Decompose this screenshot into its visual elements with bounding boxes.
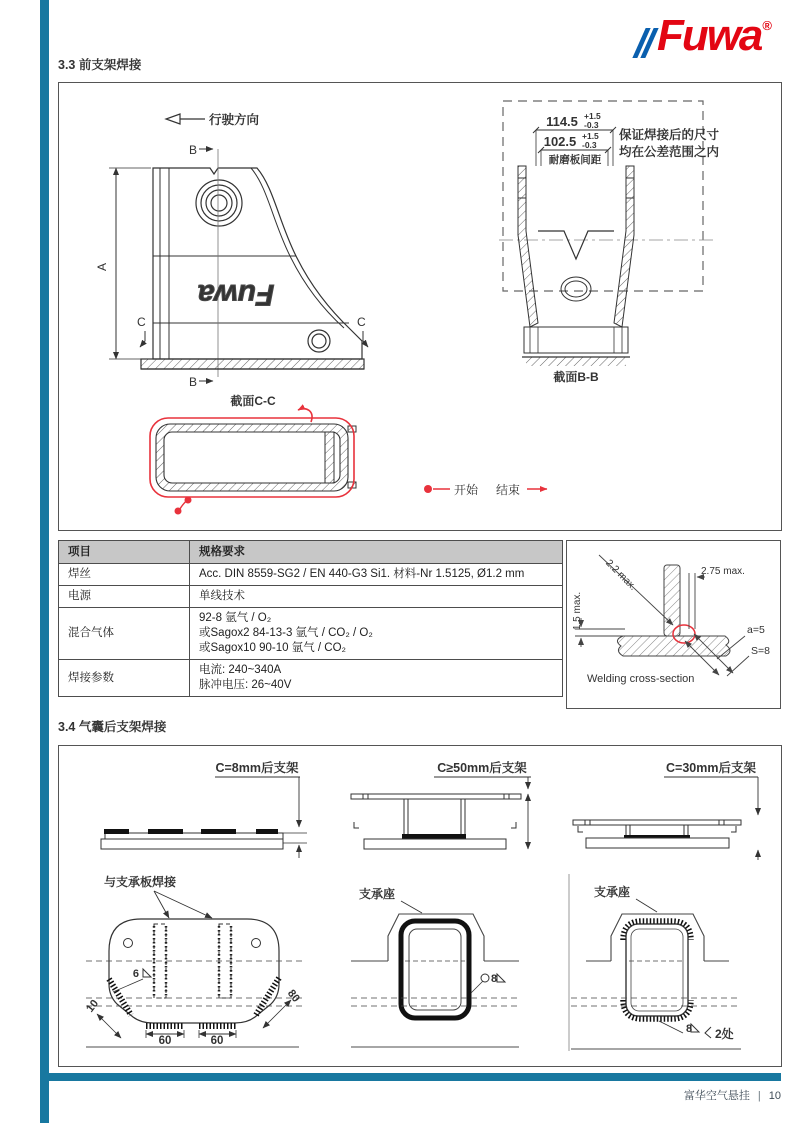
support-plate-drawing	[84, 874, 302, 1047]
b-bottom-label: B	[189, 375, 198, 389]
support-plate-label: 与支承板焊接	[104, 875, 177, 889]
drive-direction-label: 行驶方向	[209, 113, 260, 127]
c30-bracket-drawing	[573, 820, 758, 860]
dim-A	[109, 168, 151, 359]
dim-A-label: A	[95, 262, 109, 272]
dim-a5: a=5	[747, 624, 765, 636]
dim-2-75-max: 2.75 max.	[701, 566, 745, 577]
seat1-label: 支承座	[359, 887, 396, 901]
support-seat2-drawing	[571, 884, 741, 1049]
table-row	[59, 586, 563, 608]
rear-bracket-drawing-box	[58, 745, 782, 1067]
front-bracket-drawing	[59, 83, 781, 530]
c8-bracket-drawing	[101, 829, 307, 858]
dim-8b-label: 8	[686, 1023, 693, 1035]
svg-text:+1.5: +1.5	[582, 131, 599, 141]
svg-text:-0.3: -0.3	[582, 140, 597, 150]
section-cc-caption: 截面C-C	[230, 394, 276, 408]
col3-header: C=30mm后支架	[666, 761, 756, 775]
footer-accent-bar	[40, 1073, 781, 1081]
b-top-label: B	[189, 143, 198, 157]
wear-plate-label: 耐磨板间距	[548, 154, 602, 166]
c-right-label: C	[357, 315, 366, 329]
support-seat1-drawing	[351, 886, 519, 1047]
front-bracket-drawing-box	[58, 82, 782, 531]
svg-text:114.5: 114.5	[546, 114, 578, 129]
section-3-4-title: 3.4 气囊后支架焊接	[58, 720, 167, 734]
dim-2-2-max: 2.2 max.	[603, 557, 639, 593]
col1-header: C=8mm后支架	[215, 761, 299, 775]
welding-cross-section-box	[566, 540, 781, 709]
row-wire-label: 焊丝	[59, 564, 190, 586]
dim-80-label: 80	[284, 987, 302, 1005]
section-bb-profile	[518, 166, 634, 366]
row-power-value: 单线技术	[190, 586, 563, 608]
weld-legend	[424, 482, 547, 497]
dim-s8: S=8	[751, 645, 770, 657]
row-gas-value	[190, 608, 563, 660]
logo-slashes-icon	[639, 28, 655, 58]
row-param-value	[190, 660, 563, 697]
row-wire-value: Acc. DIN 8559-SG2 / EN 440-G3 Si1. 材料-Nr 1.5125, Ø1.2 mm	[190, 564, 563, 586]
footer-product-name: 富华空气悬挂	[683, 1090, 750, 1102]
dim-8a-label: 8	[491, 973, 498, 985]
col2-header: C≥50mm后支架	[437, 761, 527, 775]
tolerance-note-line1: 保证焊接后的尺寸	[619, 128, 720, 142]
dim-6-label: 6	[132, 968, 139, 980]
c-left-label: C	[137, 315, 146, 329]
legend-end-label: 结束	[496, 483, 521, 497]
bracket-side-view	[141, 149, 364, 377]
spec-table-header-row	[59, 541, 563, 564]
table-row	[59, 564, 563, 586]
weld-joint-plates	[617, 565, 730, 656]
welding-cross-section-diagram	[567, 541, 780, 708]
bracket-mirrored-logo: Fuwa	[197, 278, 275, 311]
weld-diagram-caption: Welding cross-section	[587, 673, 695, 685]
spec-table	[58, 540, 563, 697]
logo-text: Fuwa	[656, 11, 762, 60]
seat2-label: 支承座	[594, 885, 631, 899]
svg-text:-0.3: -0.3	[584, 120, 599, 130]
registered-mark: ®	[762, 18, 772, 33]
drive-direction-arrow	[166, 112, 260, 127]
gas-line-1: 92-8 氩气 / O₂	[199, 612, 272, 624]
row-gas-label: 混合气体	[59, 608, 190, 660]
col-header-requirement: 规格要求	[190, 541, 563, 564]
param-line-2: 脉冲电压: 26~40V	[199, 679, 292, 691]
tolerance-note-line2: 均在公差范围之内	[619, 145, 720, 159]
footer-separator: |	[757, 1090, 761, 1102]
row-param-label: 焊接参数	[59, 660, 190, 697]
table-row	[59, 608, 563, 660]
row-power-label: 电源	[59, 586, 190, 608]
fuwa-logo	[639, 11, 772, 60]
section-bb-caption: 截面B-B	[553, 370, 599, 384]
footer-page-number: 10	[768, 1090, 781, 1102]
places-label: 2处	[715, 1027, 734, 1041]
table-row	[59, 660, 563, 697]
dim-60a-label: 60	[158, 1035, 172, 1047]
gas-line-3: 或Sagox10 90-10 氩气 / CO₂	[199, 642, 347, 654]
gas-line-2: 或Sagox2 84-13-3 氩气 / CO₂ / O₂	[199, 627, 373, 639]
dim-10-label: 10	[84, 997, 102, 1015]
section-3-3-title: 3.3 前支架焊接	[58, 58, 142, 72]
param-line-1: 电流: 240~340A	[199, 664, 282, 676]
rear-bracket-drawing	[59, 746, 781, 1066]
col-header-item: 项目	[59, 541, 190, 564]
svg-text:+1.5: +1.5	[584, 111, 601, 121]
section-cc-profile	[150, 409, 356, 515]
dim-60b-label: 60	[210, 1035, 224, 1047]
c50-bracket-drawing	[351, 794, 528, 849]
dim-1-5-max: 1.5 max.	[572, 591, 583, 631]
legend-start-label: 开始	[454, 483, 479, 497]
footer	[684, 1087, 781, 1103]
svg-text:102.5: 102.5	[543, 134, 577, 149]
left-accent-bar	[40, 0, 49, 1123]
